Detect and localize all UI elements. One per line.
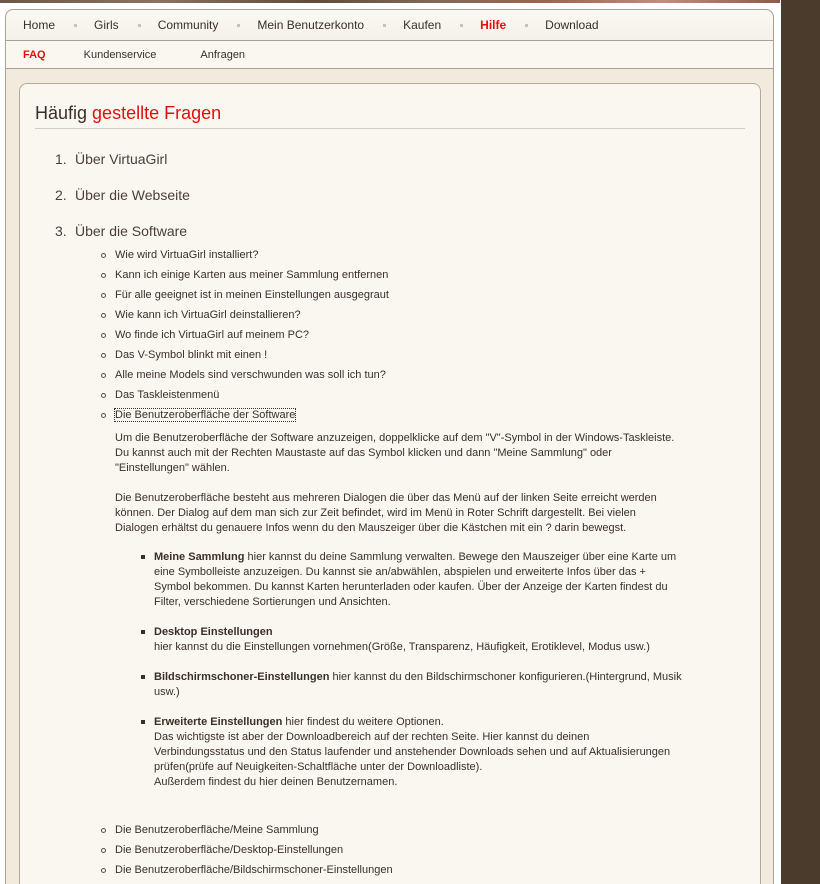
- square-bullet-icon: [141, 555, 145, 559]
- right-background-bar: [781, 0, 820, 884]
- dialog-bildschirmschoner: Bildschirmschoner-Einstellungen hier kannst du den Bildschirmschoner konfigurieren.(Hintergrund, Musik usw.): [139, 670, 744, 700]
- dialog-erweiterte-einstellungen: Erweiterte Einstellungen hier findest du weitere Optionen. Das wichtigste ist aber der Downloadbereich auf der rechten Seite. Hier kannst du deinen Verbindungsstatus und den Status laufender und anstehender Downloads sehen und auf Aktualisierungen prüfen(prüfe auf Neuigkeiten-Schaltfläche unter der Downloadliste). Außerdem findest du hier deinen Benutzernamen.: [139, 715, 744, 790]
- page-title: [35, 103, 221, 124]
- nav-account[interactable]: Mein Benutzerkonto: [257, 18, 365, 32]
- title-divider: [35, 128, 745, 129]
- subnav-customer-service[interactable]: Kundenservice: [83, 48, 157, 61]
- nav-help[interactable]: Hilfe: [480, 18, 507, 32]
- nav-separator: [383, 24, 386, 27]
- question-item[interactable]: Für alle geeignet ist in meinen Einstellungen ausgegraut: [99, 285, 739, 305]
- question-item[interactable]: Kann ich einige Karten aus meiner Sammlung entfernen: [99, 265, 739, 285]
- dialog-meine-sammlung: Meine Sammlung hier kannst du deine Sammlung verwalten. Bewege den Mauszeiger über eine Karte um eine Symbolleiste anzuzeigen. Du kannst sie an/abwählen, abspielen und erweiterte Infos über das + Symbol bekommen. Du kannst Karten herunterladen oder kaufen. Über der Anzeige der Karten findest du Filter, verschiedene Sortierungen und Ansichten.: [139, 550, 744, 610]
- answer-paragraph-2: Die Benutzeroberfläche besteht aus mehreren Dialogen die über das Menü auf der linken Seite erreicht werden können. Der Dialog auf dem man sich zur Zeit befindet, wird im Menü in Roter Schrift dargestellt. Bei vielen Dialogen erhältst du genauere Infos wenn du den Mauszeiger über die Kästchen mit ein ? darin bewegst.: [115, 492, 657, 534]
- section-about-virtuagirl[interactable]: 1. Über VirtuaGirl: [55, 151, 168, 167]
- nav-separator: [138, 24, 141, 27]
- question-item[interactable]: Die Benutzeroberfläche/Desktop-Einstellungen: [99, 840, 739, 860]
- nav-separator: [525, 24, 528, 27]
- more-questions-list: [99, 820, 739, 880]
- circle-bullet-icon: [101, 353, 106, 358]
- main-navigation: [6, 10, 773, 41]
- nav-separator: [237, 24, 240, 27]
- question-item[interactable]: Die Benutzeroberfläche/Bildschirmschoner-Einstellungen: [99, 860, 739, 880]
- nav-community[interactable]: Community: [157, 18, 219, 32]
- section-label: Über die Webseite: [75, 187, 190, 203]
- section-label: Über die Software: [75, 223, 188, 239]
- circle-bullet-icon: [101, 828, 106, 833]
- title-part-2: gestellte Fragen: [92, 103, 222, 123]
- circle-bullet-icon: [101, 273, 106, 278]
- question-item[interactable]: Das Taskleistenmenü: [99, 385, 739, 405]
- circle-bullet-icon: [101, 848, 106, 853]
- question-item[interactable]: Alle meine Models sind verschwunden was soll ich tun?: [99, 365, 739, 385]
- nav-buy[interactable]: Kaufen: [403, 18, 442, 32]
- circle-bullet-icon: [101, 293, 106, 298]
- nav-home[interactable]: Home: [23, 18, 56, 32]
- square-bullet-icon: [141, 675, 145, 679]
- circle-bullet-icon: [101, 393, 106, 398]
- circle-bullet-icon: [101, 333, 106, 338]
- question-item[interactable]: Wie wird VirtuaGirl installiert?: [99, 245, 739, 265]
- section-about-website[interactable]: 2. Über die Webseite: [55, 187, 190, 203]
- nav-download[interactable]: Download: [545, 18, 599, 32]
- circle-bullet-icon: [101, 373, 106, 378]
- question-item[interactable]: Wo finde ich VirtuaGirl auf meinem PC?: [99, 325, 739, 345]
- nav-girls[interactable]: Girls: [94, 18, 119, 32]
- section-label: Über VirtuaGirl: [75, 151, 168, 167]
- title-part-1: Häufig: [35, 103, 88, 123]
- software-questions-list: [99, 245, 739, 425]
- section-about-software[interactable]: 3. Über die Software: [55, 223, 188, 239]
- answer-paragraph-1: Um die Benutzeroberfläche der Software anzuzeigen, doppelklicke auf dem "V"-Symbol in der Windows-Taskleiste. Du kannst auch mit der Rechten Maustaste auf das Symbol klicken und dann "Meine Sammlung" oder "Einstellungen" wählen.: [115, 432, 675, 474]
- dialog-desktop-einstellungen: Desktop Einstellungen hier kannst du die Einstellungen vornehmen(Größe, Transparenz, Häufigkeit, Erotiklevel, Modus usw.): [139, 625, 744, 655]
- question-item[interactable]: Die Benutzeroberfläche/Meine Sammlung: [99, 820, 739, 840]
- sub-navigation: [6, 41, 773, 69]
- circle-bullet-icon: [101, 413, 106, 418]
- square-bullet-icon: [141, 630, 145, 634]
- nav-separator: [74, 24, 77, 27]
- circle-bullet-icon: [101, 253, 106, 258]
- subnav-requests[interactable]: Anfragen: [200, 48, 246, 61]
- nav-separator: [460, 24, 463, 27]
- question-item-expanded[interactable]: Die Benutzeroberfläche der Software: [99, 405, 739, 425]
- subnav-faq[interactable]: FAQ: [23, 48, 46, 61]
- square-bullet-icon: [141, 720, 145, 724]
- circle-bullet-icon: [101, 868, 106, 873]
- header-image-strip: [0, 0, 780, 3]
- circle-bullet-icon: [101, 313, 106, 318]
- question-item[interactable]: Wie kann ich VirtuaGirl deinstallieren?: [99, 305, 739, 325]
- question-item[interactable]: Das V-Symbol blinkt mit einen !: [99, 345, 739, 365]
